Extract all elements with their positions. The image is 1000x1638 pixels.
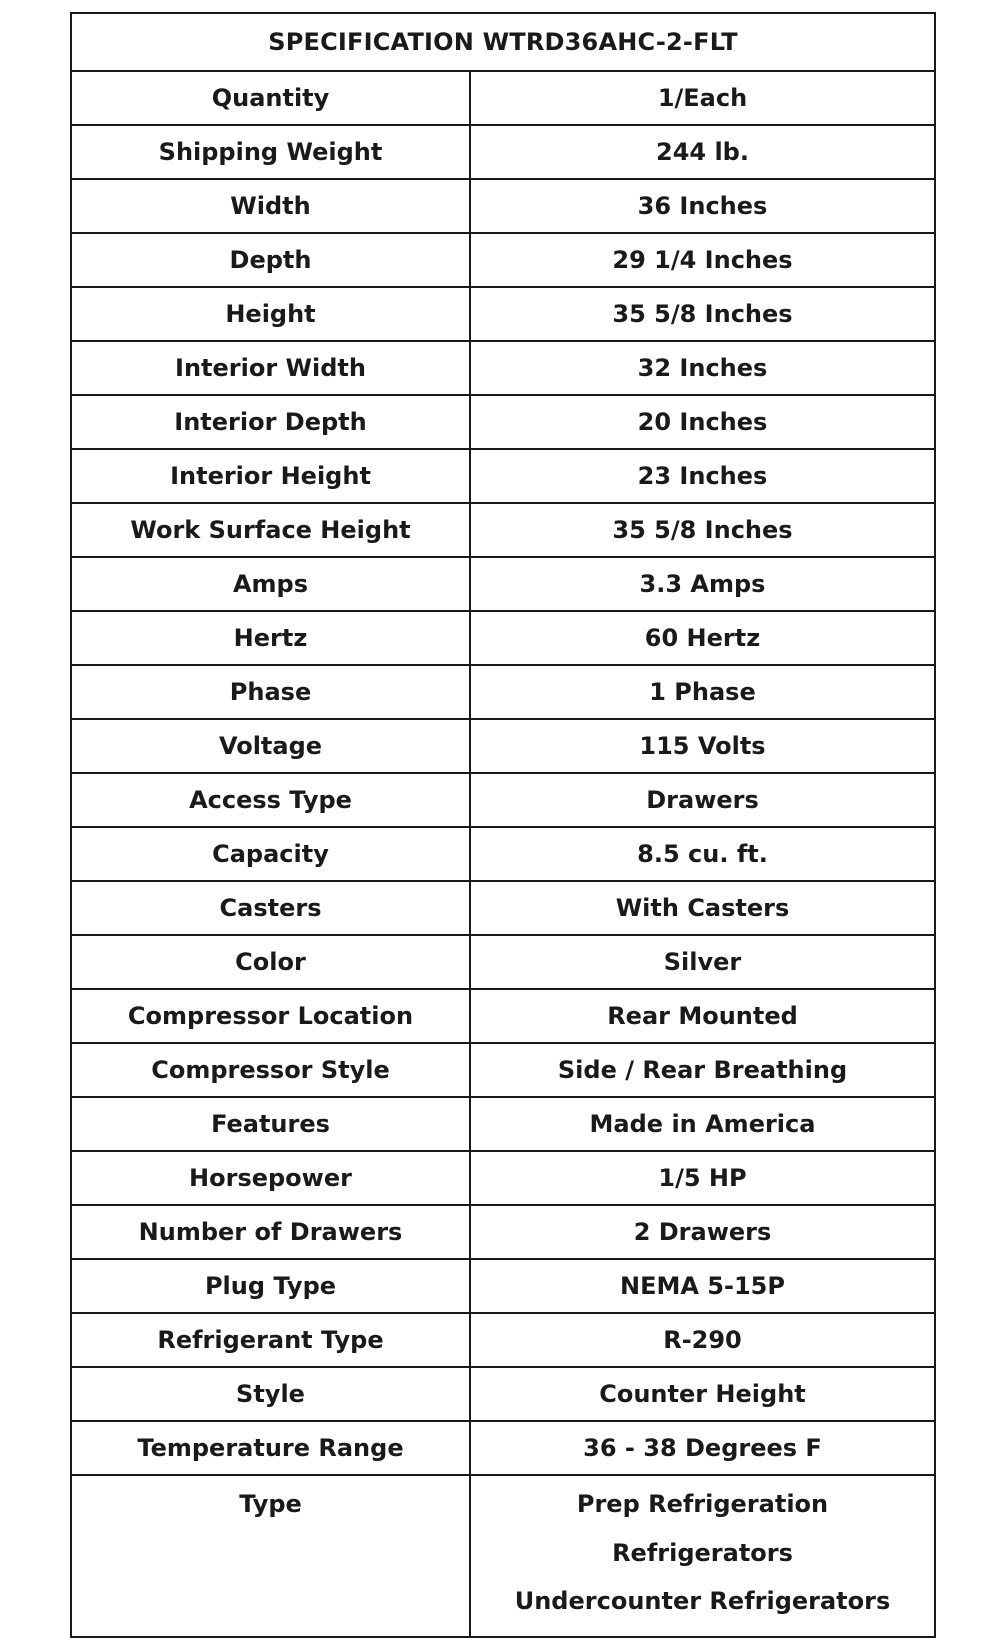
row-label: Style xyxy=(72,1368,471,1420)
row-value: 1/Each xyxy=(657,84,748,112)
row-value: 2 Drawers xyxy=(633,1218,772,1246)
row-value: 36 - 38 Degrees F xyxy=(583,1434,822,1462)
row-label: Type xyxy=(72,1476,471,1636)
table-title: SPECIFICATION WTRD36AHC-2-FLT xyxy=(72,14,934,72)
row-label: Interior Height xyxy=(72,450,471,502)
row-value: 29 1/4 Inches xyxy=(612,246,793,274)
row-label: Phase xyxy=(72,666,471,718)
row-value: 244 lb. xyxy=(656,138,749,166)
table-row xyxy=(72,450,934,504)
row-label: Width xyxy=(72,180,471,232)
specification-table xyxy=(70,12,936,1638)
row-label: Depth xyxy=(72,234,471,286)
row-value: 115 Volts xyxy=(639,732,766,760)
row-value: 20 Inches xyxy=(637,408,768,436)
table-row xyxy=(72,558,934,612)
row-value: Rear Mounted xyxy=(607,1002,798,1030)
row-label: Amps xyxy=(72,558,471,610)
row-value: 32 Inches xyxy=(637,354,768,382)
row-label: Number of Drawers xyxy=(72,1206,471,1258)
type-value: Prep Refrigeration xyxy=(576,1490,829,1518)
table-row xyxy=(72,774,934,828)
table-row xyxy=(72,1422,934,1476)
table-row xyxy=(72,1044,934,1098)
row-value: R-290 xyxy=(663,1326,742,1354)
row-value-list xyxy=(471,1476,934,1636)
table-row xyxy=(72,720,934,774)
table-row xyxy=(72,72,934,126)
type-value: Refrigerators xyxy=(612,1538,793,1567)
row-label: Plug Type xyxy=(72,1260,471,1312)
row-label: Shipping Weight xyxy=(72,126,471,178)
table-row xyxy=(72,666,934,720)
row-value: 1/5 HP xyxy=(658,1164,747,1192)
table-row xyxy=(72,180,934,234)
table-row xyxy=(72,396,934,450)
row-label: Horsepower xyxy=(72,1152,471,1204)
row-label: Hertz xyxy=(72,612,471,664)
row-value: Drawers xyxy=(646,786,759,814)
row-label: Quantity xyxy=(72,72,471,124)
row-label: Refrigerant Type xyxy=(72,1314,471,1366)
row-label: Compressor Style xyxy=(72,1044,471,1096)
table-row xyxy=(72,234,934,288)
table-row xyxy=(72,936,934,990)
table-row xyxy=(72,126,934,180)
table-row xyxy=(72,828,934,882)
row-value: With Casters xyxy=(615,894,790,922)
table-row xyxy=(72,1152,934,1206)
table-row xyxy=(72,1314,934,1368)
table-row xyxy=(72,342,934,396)
row-value: 8.5 cu. ft. xyxy=(637,840,768,868)
row-value: 60 Hertz xyxy=(644,624,761,652)
table-row xyxy=(72,504,934,558)
table-row xyxy=(72,1368,934,1422)
row-label: Voltage xyxy=(72,720,471,772)
table-row xyxy=(72,612,934,666)
row-value: Counter Height xyxy=(599,1380,806,1408)
row-label: Height xyxy=(72,288,471,340)
row-value: 23 Inches xyxy=(637,462,768,490)
row-label: Interior Width xyxy=(72,342,471,394)
row-value: 35 5/8 Inches xyxy=(612,516,793,544)
table-row-type xyxy=(72,1476,934,1638)
row-value: Side / Rear Breathing xyxy=(557,1056,848,1084)
row-value: 3.3 Amps xyxy=(639,570,766,598)
row-label: Color xyxy=(72,936,471,988)
row-value: Made in America xyxy=(589,1110,816,1138)
row-label: Casters xyxy=(72,882,471,934)
type-value: Undercounter Refrigerators xyxy=(514,1587,891,1616)
row-value: 36 Inches xyxy=(637,192,768,220)
row-value: NEMA 5-15P xyxy=(620,1272,785,1300)
table-row xyxy=(72,1098,934,1152)
table-row xyxy=(72,1260,934,1314)
row-value: Silver xyxy=(663,948,742,976)
row-label: Compressor Location xyxy=(72,990,471,1042)
table-row xyxy=(72,288,934,342)
row-value: 35 5/8 Inches xyxy=(612,300,793,328)
table-row xyxy=(72,1206,934,1260)
table-body xyxy=(72,72,934,1476)
row-label: Work Surface Height xyxy=(72,504,471,556)
row-label: Temperature Range xyxy=(72,1422,471,1474)
row-label: Capacity xyxy=(72,828,471,880)
row-label: Features xyxy=(72,1098,471,1150)
row-value: 1 Phase xyxy=(649,678,756,706)
row-label: Interior Depth xyxy=(72,396,471,448)
table-row xyxy=(72,882,934,936)
row-label: Access Type xyxy=(72,774,471,826)
table-row xyxy=(72,990,934,1044)
